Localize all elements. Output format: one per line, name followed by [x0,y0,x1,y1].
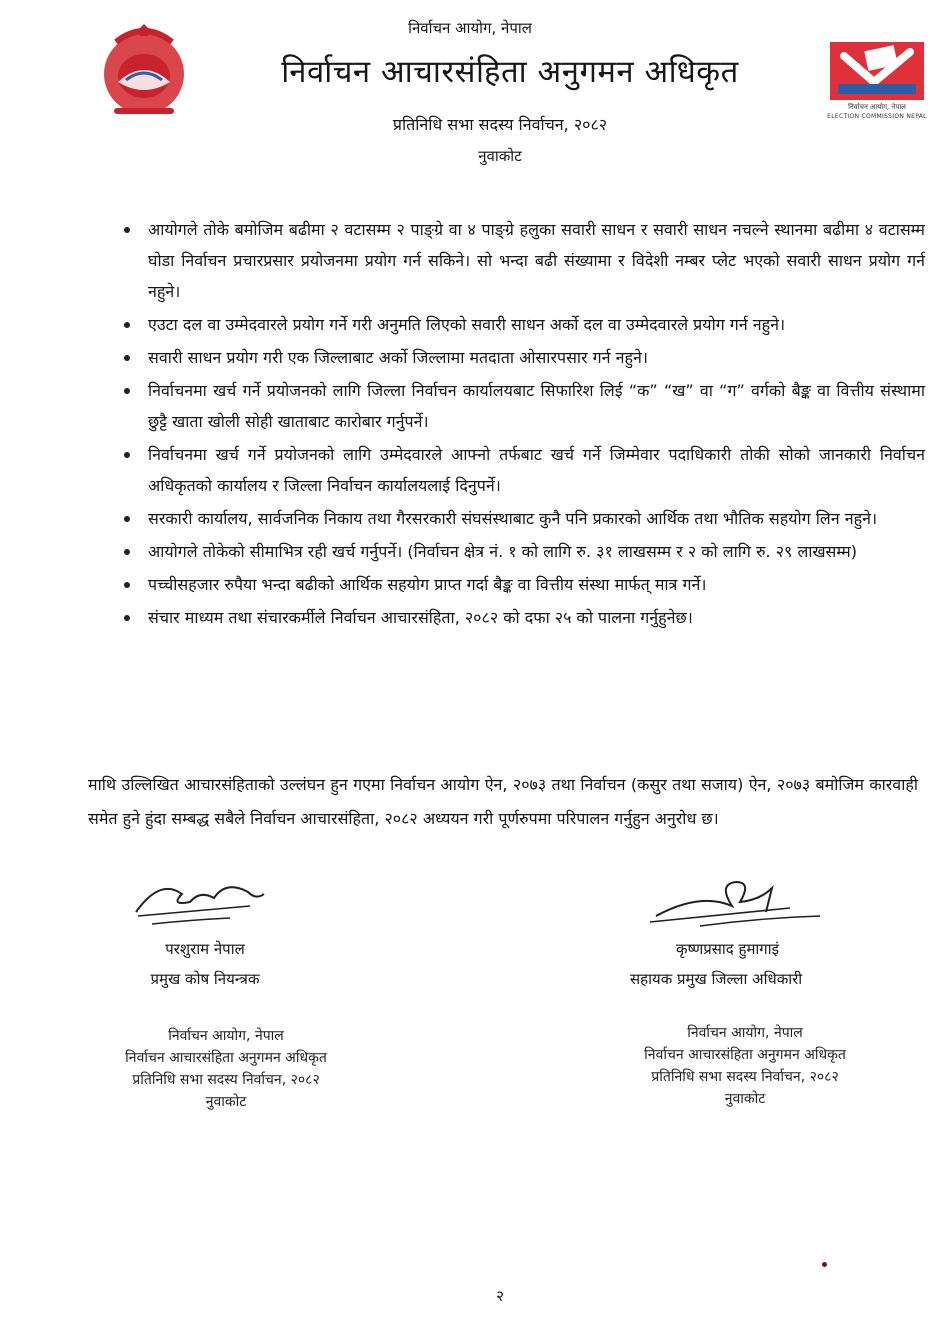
office-title: निर्वाचन आचारसंहिता अनुगमन अधिकृत [281,54,739,90]
stamp-line: निर्वाचन आचारसंहिता अनुगमन अधिकृत [644,1047,846,1063]
rules-list [110,214,925,635]
list-item: पच्चीसहजार रुपैया भन्दा बढीको आर्थिक सहयोग प्राप्त गर्दा बैङ्क वा वित्तीय संस्था मार्फत् मात्र गर्ने। [110,569,925,600]
page-number: २ [496,1287,504,1305]
list-item: सरकारी कार्यालय, सार्वजनिक निकाय तथा गैरसरकारी संघसंस्थाबाट कुनै पनि प्रकारको आर्थिक तथा भौतिक सहयोग लिन नहुने। [110,503,925,534]
stamp-line: निर्वाचन आचारसंहिता अनुगमन अधिकृत [125,1050,327,1066]
stamp-line: निर्वाचन आयोग, नेपाल [168,1028,284,1044]
ink-speck [822,1262,827,1267]
list-item: एउटा दल वा उम्मेदवारले प्रयोग गर्ने गरी अनुमति लिएको सवारी साधन अर्को दल वा उम्मेदवारले प्रयोग गर्न नहुने। [110,309,925,340]
stamp-line: नुवाकोट [724,1091,766,1107]
list-item: संचार माध्यम तथा संचारकर्मीले निर्वाचन आचारसंहिता, २०८२ को दफा २५ को पालना गर्नुहुनेछ। [110,602,925,633]
signer-title: सहायक प्रमुख जिल्ला अधिकारी [630,970,803,988]
logo-caption-english: ELECTION COMMISSION NEPAL [827,113,927,120]
election-subtitle: प्रतिनिधि सभा सदस्य निर्वाचन, २०८२ [392,115,608,134]
district-name: नुवाकोट [478,147,522,165]
signatory-left [130,872,300,994]
list-item: सवारी साधन प्रयोग गरी एक जिल्लाबाट अर्को जिल्लामा मतदाता ओसारपसार गर्न नहुने। [110,342,925,373]
signer-name: कृष्णप्रसाद हुमागाइं [676,940,780,958]
signer-title: प्रमुख कोष नियन्त्रक [150,970,260,988]
list-item: निर्वाचनमा खर्च गर्ने प्रयोजनको लागि उम्मेदवारले आफ्नो तर्फबाट खर्च गर्ने जिम्मेवार पदाधिकारी तोकी सोको जानकारी निर्वाचन अधिकृतको कार्यालय र जिल्ला निर्वाचन कार्यालयलाई दिनुपर्ने। [110,439,925,501]
stamp-line: नुवाकोट [205,1094,247,1110]
election-commission-logo-icon [830,42,924,100]
stamp-line: प्रतिनिधि सभा सदस्य निर्वाचन, २०८२ [651,1069,839,1085]
office-stamp-left [106,1025,346,1113]
list-item: निर्वाचनमा खर्च गर्ने प्रयोजनको लागि जिल्ला निर्वाचन कार्यालयबाट सिफारिश लिई “क” “ख” वा “ग” वर्गको बैङ्क वा वित्तीय संस्थामा छुट्टै खाता खोली सोही खाताबाट कारोबार गर्नुपर्ने। [110,375,925,437]
commission-name: निर्वाचन आयोग, नेपाल [408,19,532,37]
signatory-right [630,872,840,994]
stamp-line: निर्वाचन आयोग, नेपाल [687,1025,803,1041]
list-item: आयोगले तोके बमोजिम बढीमा २ वटासम्म २ पाङ्ग्रे वा ४ पाङ्ग्रे हलुका सवारी साधन र सवारी साधन नचल्ने स्थानमा बढीमा ४ वटासम्म घोडा निर्वाचन प्रचारप्रसार प्रयोजनमा प्रयोग गर्न सकिने। सो भन्दा बढी संख्यामा र विदेशी नम्बर प्लेट भएको सवारी साधन प्रयोग गर्न नहुने। [110,214,925,307]
closing-paragraph: माथि उल्लिखित आचारसंहिताको उल्लंघन हुन गएमा निर्वाचन आयोग ऐन, २०७३ तथा निर्वाचन (कसुर तथा सजाय) ऐन, २०७३ बमोजिम कारवाही समेत हुने हुंदा सम्बद्ध सबैले निर्वाचन आचारसंहिता, २०८२ अध्ययन गरी पूर्णरुपमा परिपालन गर्नुहुन अनुरोध छ। [88,775,918,828]
handwritten-signature-icon [640,872,840,934]
logo-caption-nepali: निर्वाचन आयोग, नेपाल [848,103,906,111]
office-stamp-right [625,1022,865,1110]
list-item: आयोगले तोकेको सीमाभित्र रही खर्च गर्नुपर्ने। (निर्वाचन क्षेत्र नं. १ को लागि रु. ३१ लाखसम्म र २ को लागि रु. २९ लाखसम्म) [110,536,925,567]
stamp-line: प्रतिनिधि सभा सदस्य निर्वाचन, २०८२ [132,1072,320,1088]
handwritten-signature-icon [130,872,280,934]
logo-caption [822,103,932,121]
signer-name: परशुराम नेपाल [165,940,245,958]
